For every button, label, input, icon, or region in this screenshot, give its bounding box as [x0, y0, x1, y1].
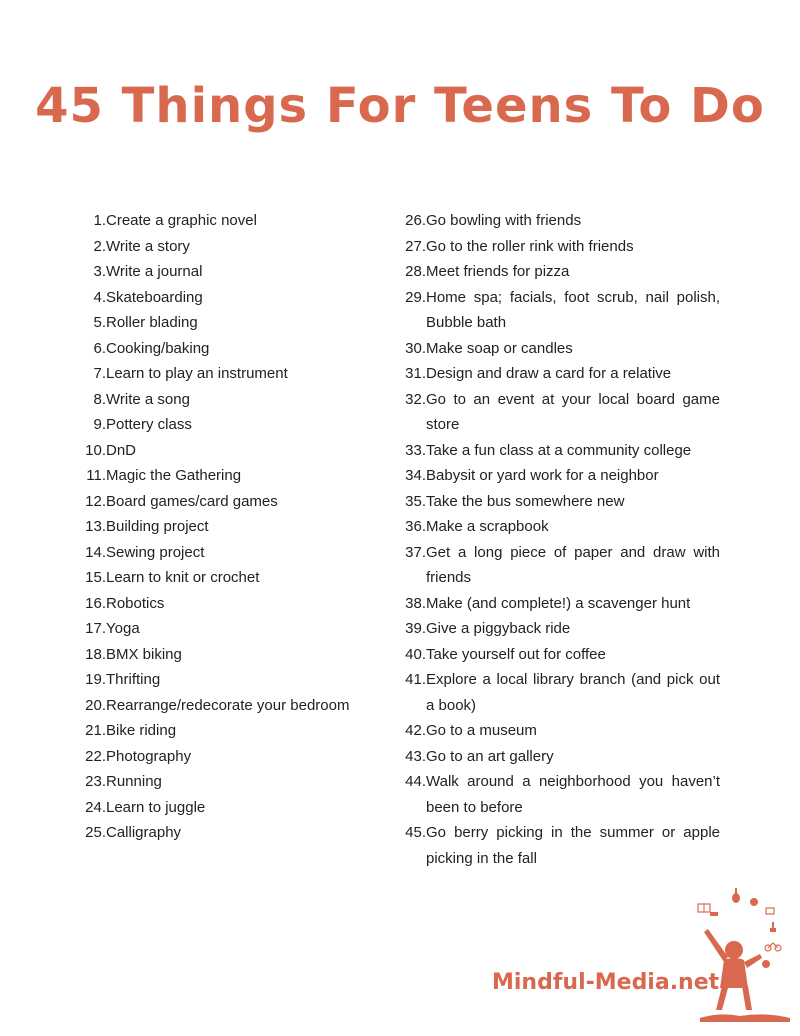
list-item-number: 25.	[85, 824, 106, 841]
list-item-text: Take yourself out for coffee	[426, 645, 606, 663]
list-item-text: Magic the Gathering	[106, 467, 242, 484]
list-item	[74, 361, 374, 387]
list-item-text: Calligraphy	[106, 824, 182, 841]
list-item-number: 17.	[85, 620, 106, 637]
list-item-number: 30.	[405, 339, 426, 357]
list-item	[74, 438, 374, 464]
list-item-text: Learn to knit or crochet	[106, 569, 260, 586]
list-item-text: Create a graphic novel	[106, 212, 257, 229]
skate-icon	[710, 912, 718, 916]
list-item-number: 32.	[405, 390, 426, 408]
list-item-text: Explore a local library branch (and pick out a book)	[426, 671, 720, 714]
list-item	[74, 412, 374, 438]
list-item-text: Learn to play an instrument	[106, 365, 288, 382]
list-item-number: 20.	[85, 696, 106, 714]
list-item-text: Take the bus somewhere new	[426, 492, 625, 510]
list-item-number: 27.	[405, 237, 426, 255]
bicycle-icon	[765, 943, 781, 951]
list-item-number: 13.	[85, 518, 106, 535]
list-item	[74, 540, 374, 566]
list-item-text: Cooking/baking	[106, 339, 210, 357]
list-item	[74, 718, 374, 744]
list-item-text: Thrifting	[106, 671, 161, 688]
list-item-text: Building project	[106, 518, 209, 535]
ball-icon	[750, 898, 758, 906]
list-item-number: 33.	[405, 441, 426, 459]
list-item-number: 40.	[405, 645, 426, 663]
list-item-text: Write a song	[106, 390, 190, 408]
list-item-number: 38.	[405, 594, 426, 612]
list-item-number: 39.	[405, 620, 426, 637]
list-item-number: 41.	[405, 671, 426, 688]
list-item	[394, 387, 720, 438]
list-item	[74, 667, 374, 693]
list-item	[74, 259, 374, 285]
list-item-number: 3.	[93, 263, 106, 280]
list-item-text: Design and draw a card for a relative	[426, 365, 672, 382]
list-item	[74, 310, 374, 336]
guitar-icon	[732, 893, 740, 903]
list-item-text: Photography	[106, 747, 192, 765]
list-item-text: Get a long piece of paper and draw with friends	[426, 543, 720, 586]
list-item-number: 11.	[86, 467, 106, 484]
list-item	[394, 616, 720, 642]
list-item-number: 35.	[405, 492, 426, 510]
list-item	[394, 259, 720, 285]
list-item	[394, 540, 720, 591]
list-item-number: 10.	[85, 441, 106, 459]
list-item-text: Skateboarding	[106, 288, 203, 306]
list-item-text: Go to the roller rink with friends	[426, 237, 634, 255]
list-item-number: 42.	[405, 722, 426, 739]
list-item-number: 22.	[85, 747, 106, 765]
list-item-text: Make soap or candles	[426, 339, 573, 357]
list-item-text: Go bowling with friends	[426, 212, 582, 229]
list-item-text: Babysit or yard work for a neighbor	[426, 467, 659, 484]
child-juggling-illustration	[680, 880, 790, 1030]
list-item	[394, 718, 720, 744]
list-item-number: 18.	[85, 645, 106, 663]
list-item	[74, 514, 374, 540]
list-item-text: Pottery class	[106, 416, 192, 433]
list-item-text: Bike riding	[106, 722, 177, 739]
list-item-number: 15.	[85, 569, 106, 586]
list-item-number: 21.	[85, 722, 106, 739]
list-item-text: Rearrange/redecorate your bedroom	[106, 696, 350, 714]
list-item	[74, 795, 374, 821]
list-item	[394, 285, 720, 336]
list-item	[74, 591, 374, 617]
list-item	[394, 361, 720, 387]
list-item	[74, 565, 374, 591]
list-item-text: Go to a museum	[426, 722, 537, 739]
list-item-number: 44.	[405, 773, 426, 790]
list-item	[74, 387, 374, 413]
list-item-number: 4.	[93, 288, 106, 306]
list-item	[394, 208, 720, 234]
list-item-text: Home spa; facials, foot scrub, nail polish, Bubble bath	[426, 288, 720, 331]
list-item	[394, 667, 720, 718]
list-item	[74, 820, 374, 846]
list-item-number: 8.	[93, 390, 106, 408]
list-item-text: Go to an art gallery	[426, 747, 554, 765]
list-item-text: Learn to juggle	[106, 798, 206, 816]
list-item	[394, 642, 720, 668]
list-item-text: Go to an event at your local board game store	[426, 390, 720, 433]
list-item-text: Write a story	[106, 237, 190, 255]
list-item	[394, 514, 720, 540]
list-item-text: Walk around a neighborhood you haven’t been to before	[426, 773, 720, 816]
list-item-number: 12.	[85, 492, 106, 510]
list-item-text: Take a fun class at a community college	[426, 441, 692, 459]
brand-logo-text: Mindful-Media.net	[492, 970, 720, 995]
list-item-number: 19.	[85, 671, 106, 688]
list-item-number: 36.	[405, 518, 426, 535]
list-item-number: 23.	[85, 773, 106, 790]
list-item-text: Give a piggyback ride	[426, 620, 571, 637]
list-item-number: 1.	[93, 212, 106, 229]
list-item	[74, 693, 374, 719]
list-item	[74, 234, 374, 260]
list-item-number: 43.	[405, 747, 426, 765]
list-item-number: 24.	[85, 798, 106, 816]
list-item	[394, 769, 720, 820]
list-item	[394, 744, 720, 770]
list-item-number: 31.	[405, 365, 426, 382]
chess-piece-icon	[770, 922, 776, 932]
page-title: 45 Things For Teens To Do	[35, 78, 765, 134]
list-item	[74, 744, 374, 770]
list-item-number: 29.	[405, 288, 426, 306]
list-item-text: Go berry picking in the summer or apple picking in the fall	[426, 824, 720, 867]
list-item-text: BMX biking	[106, 645, 182, 663]
list-item	[74, 642, 374, 668]
list-item-number: 26.	[405, 212, 426, 229]
list-item-text: Yoga	[106, 620, 140, 637]
list-item-text: Write a journal	[106, 263, 203, 280]
list-item	[74, 463, 374, 489]
list-item-number: 16.	[85, 594, 106, 612]
list-item-text: Make (and complete!) a scavenger hunt	[426, 594, 691, 612]
list-item-number: 37.	[405, 543, 426, 561]
list-item-text: DnD	[106, 441, 137, 459]
list-item-number: 5.	[93, 314, 106, 331]
list-item	[394, 463, 720, 489]
list-item-number: 45.	[405, 824, 426, 841]
list-item	[394, 820, 720, 871]
list-item	[394, 438, 720, 464]
list-item-text: Roller blading	[106, 314, 198, 331]
list-item-number: 2.	[93, 237, 106, 255]
list-item-number: 28.	[405, 263, 426, 280]
list-item	[394, 336, 720, 362]
list-item	[74, 769, 374, 795]
list-item	[394, 234, 720, 260]
list-item-number: 7.	[93, 365, 106, 382]
list-item	[74, 489, 374, 515]
list-item-number: 9.	[93, 416, 106, 433]
list-item	[74, 285, 374, 311]
list-item-text: Meet friends for pizza	[426, 263, 570, 280]
list-item-text: Board games/card games	[106, 492, 278, 510]
palette-icon	[762, 960, 770, 968]
list-item-text: Sewing project	[106, 543, 205, 561]
list-item-text: Make a scrapbook	[426, 518, 549, 535]
list-item	[394, 489, 720, 515]
list-item	[74, 616, 374, 642]
list-item	[394, 591, 720, 617]
activity-list-right	[394, 208, 720, 871]
list-item-number: 6.	[93, 339, 106, 357]
list-item-number: 34.	[405, 467, 426, 484]
list-item-text: Running	[106, 773, 162, 790]
list-item	[74, 336, 374, 362]
list-item	[74, 208, 374, 234]
list-item-text: Robotics	[106, 594, 165, 612]
activity-list-left	[74, 208, 374, 846]
list-item-number: 14.	[85, 543, 106, 561]
